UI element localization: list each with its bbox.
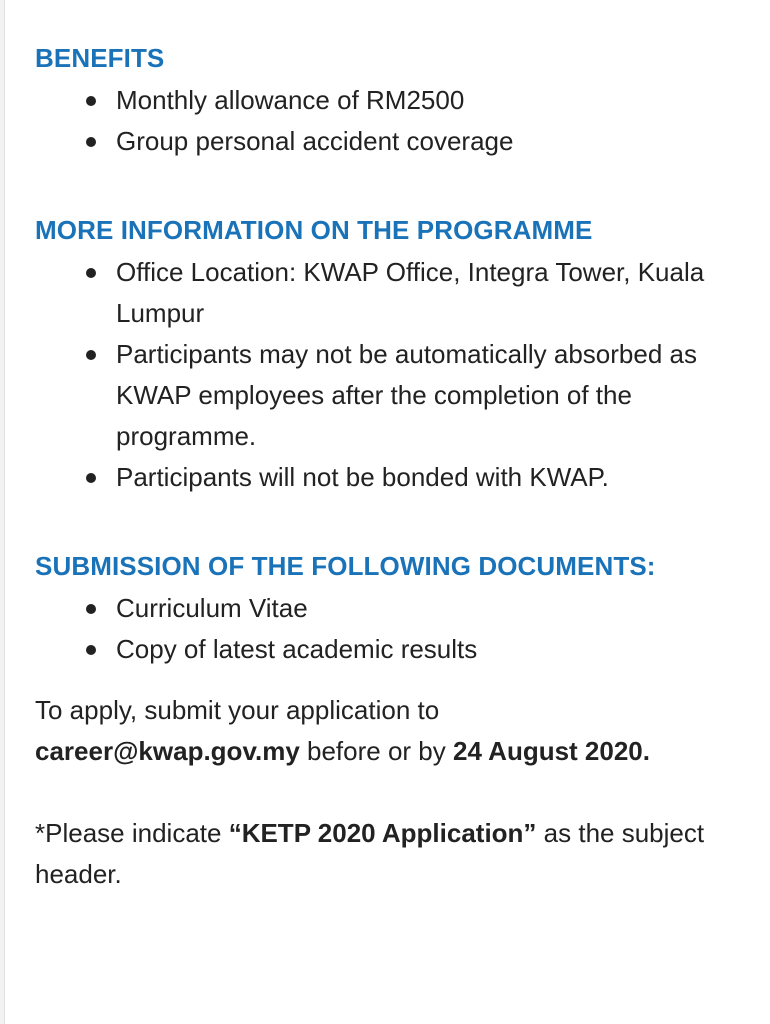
bullet-icon (86, 350, 96, 360)
list-item-text: Curriculum Vitae (116, 593, 308, 623)
section-spacer (35, 670, 755, 690)
note-suffix: as the subject header. (35, 818, 705, 889)
section-spacer (35, 162, 755, 208)
bullet-icon (86, 268, 96, 278)
list-item-text: Office Location: KWAP Office, Integra Tower, Kuala Lumpur (116, 257, 705, 328)
bullet-icon (86, 604, 96, 614)
list-item-text: Participants will not be bonded with KWAP. (116, 462, 609, 492)
document-content (35, 36, 755, 895)
apply-paragraph (35, 690, 755, 772)
list-item-text: Participants may not be automatically absorbed as KWAP employees after the completion of the programme. (116, 339, 697, 451)
list-item (116, 629, 755, 670)
list-item (116, 252, 755, 334)
bullet-icon (86, 96, 96, 106)
list-item-text: Monthly allowance of RM2500 (116, 85, 465, 115)
note-paragraph (35, 813, 755, 895)
benefits-heading: BENEFITS (35, 43, 165, 73)
bullet-icon (86, 473, 96, 483)
programme-info-list (35, 252, 755, 498)
paragraph-spacer (35, 772, 755, 813)
list-item (116, 334, 755, 457)
programme-info-heading: MORE INFORMATION ON THE PROGRAMME (35, 215, 593, 245)
list-item (116, 457, 755, 498)
list-item (116, 80, 755, 121)
list-item (116, 588, 755, 629)
section-spacer (35, 498, 755, 544)
apply-deadline: 24 August 2020. (452, 736, 650, 766)
documents-list (35, 588, 755, 670)
benefits-list (35, 80, 755, 162)
note-prefix: *Please indicate (35, 818, 229, 848)
document-page (4, 0, 770, 1024)
apply-intro: To apply, submit your application to (35, 695, 440, 725)
apply-middle: before or by (299, 736, 453, 766)
list-item (116, 121, 755, 162)
documents-heading: SUBMISSION OF THE FOLLOWING DOCUMENTS: (35, 551, 656, 581)
apply-email: career@kwap.gov.my (35, 736, 300, 766)
bullet-icon (86, 137, 96, 147)
list-item-text: Group personal accident coverage (116, 126, 514, 156)
list-item-text: Copy of latest academic results (116, 634, 478, 664)
bullet-icon (86, 645, 96, 655)
note-subject: “KETP 2020 Application” (228, 818, 537, 848)
